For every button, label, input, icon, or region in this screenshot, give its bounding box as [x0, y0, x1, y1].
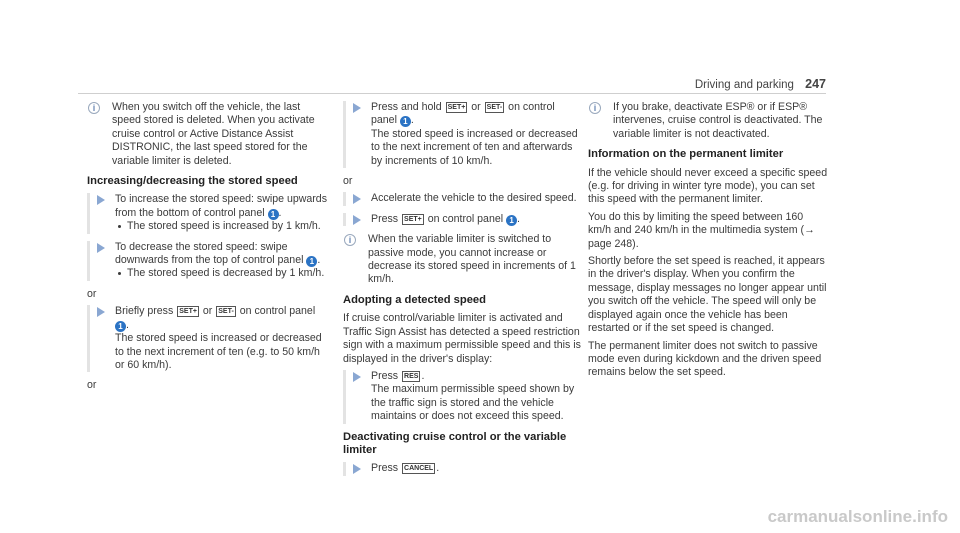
info-note — [588, 101, 828, 141]
set-minus-key-icon: SET- — [218, 308, 234, 316]
step — [87, 305, 327, 372]
info-note — [343, 233, 583, 287]
step — [343, 213, 583, 226]
column-2 — [343, 101, 583, 483]
arrow-icon — [353, 215, 361, 225]
info-icon: i — [589, 102, 601, 114]
step-text: Press SET+ on control panel 1 . — [371, 212, 520, 225]
section-title: Driving and parking — [694, 79, 794, 91]
callout-1-icon: 1 — [400, 116, 411, 127]
section-heading: Deactivating cruise control or the variable limiter — [343, 430, 567, 456]
arrow-icon — [97, 307, 105, 317]
arrow-icon — [353, 372, 361, 382]
set-plus-key-icon: SET+ — [447, 104, 466, 111]
set-minus-key-icon: SET- — [486, 104, 503, 111]
note-text: When you switch off the vehicle, the last speed stored is deleted. When you activate cruise control or Active Distance Assist DISTRONIC, the last speed stored for the variable limiter is deleted. — [112, 101, 315, 167]
or-text: or — [87, 379, 97, 392]
header-divider — [78, 93, 826, 94]
step — [343, 462, 583, 475]
section-heading: Increasing/decreasing the stored speed — [87, 175, 298, 188]
set-plus-key-icon: SET+ — [179, 308, 197, 316]
section-heading: Information on the permanent limiter — [588, 148, 784, 161]
column-1 — [87, 101, 327, 397]
step — [87, 193, 327, 233]
step-text: To decrease the stored speed: swipe downwards from the top of control panel 1 . The stored speed is decreased by 1 km/h. — [115, 241, 327, 281]
page-header — [695, 77, 826, 91]
step — [343, 370, 583, 424]
arrow-icon — [353, 194, 361, 204]
step-text: Press CANCEL . — [371, 462, 440, 475]
info-note — [87, 101, 327, 168]
watermark: carmanualsonline.info — [767, 507, 948, 526]
step-text: Press RES . The maximum permissible speed shown by the traffic sign is stored and the vehicle maintains or does not exceed this speed. — [371, 369, 575, 423]
set-plus-key-icon: SET+ — [404, 215, 422, 223]
arrow-icon — [353, 464, 361, 474]
callout-1-icon: 1 — [268, 209, 279, 220]
body-text: If cruise control/variable limiter is activated and Traffic Sign Assist has detected a speed restriction sign with a maximum permissible speed and this is displayed in the driver's display: — [343, 312, 581, 365]
arrow-icon — [97, 243, 105, 253]
note-text: When the variable limiter is switched to passive mode, you cannot increase or decrease its stored speed in increments of 1 km/h. — [368, 233, 576, 286]
info-icon: i — [88, 102, 100, 114]
res-key-icon: RES — [404, 372, 419, 380]
step-text: To increase the stored speed: swipe upwards from the bottom of control panel 1 . The stored speed is increased by 1 km/h. — [115, 193, 327, 233]
body-text: Shortly before the set speed is reached, it appears in the driver's display. When you confirm the message, display messages no longer appear until you switch off the vehicle. The speed will only be displayed again once the vehicle has been restarted or if the set speed is changed. — [588, 255, 827, 335]
step-text: Accelerate the vehicle to the desired speed. — [371, 192, 577, 205]
callout-1-icon: 1 — [506, 215, 517, 226]
step — [87, 241, 327, 281]
callout-1-icon: 1 — [306, 256, 317, 267]
step-text: Press and hold SET+ or SET- on control panel 1 . The stored speed is increased or decreased to the next increment of ten and afterwards by increments of 10 km/h. — [371, 101, 578, 167]
info-icon: i — [344, 234, 356, 246]
arrow-icon — [97, 195, 105, 205]
cancel-key-icon: CANCEL — [404, 465, 434, 473]
column-3 — [588, 101, 828, 384]
or-text: or — [343, 175, 353, 188]
page-number: 247 — [805, 77, 826, 91]
step — [343, 101, 583, 168]
step — [343, 192, 583, 205]
note-text: If you brake, deactivate ESP® or if ESP® intervenes, cruise control is deactivated. The variable limiter is not deactivated. — [613, 101, 823, 140]
or-text: or — [87, 287, 97, 300]
step-result: The stored speed is decreased by 1 km/h. — [115, 267, 327, 280]
body-text: You do this by limiting the speed between 160 km/h and 240 km/h in the multimedia system (→ page 248). — [588, 210, 815, 250]
step-result: The stored speed is increased by 1 km/h. — [115, 220, 327, 233]
callout-1-icon: 1 — [115, 321, 126, 332]
step-text: Briefly press SET+ or SET- on control panel 1 . The stored speed is increased or decreased to the next increment of ten (e.g. to 50 km/h or 60 km/h). — [115, 305, 322, 371]
arrow-icon — [353, 103, 361, 113]
section-heading: Adopting a detected speed — [343, 293, 486, 306]
body-text: The permanent limiter does not switch to passive mode even during kickdown and the driven speed remains below the set speed. — [588, 339, 822, 379]
body-text: If the vehicle should never exceed a specific speed (e.g. for driving in winter tyre mode), you can set this speed with the permanent limiter. — [588, 166, 828, 206]
